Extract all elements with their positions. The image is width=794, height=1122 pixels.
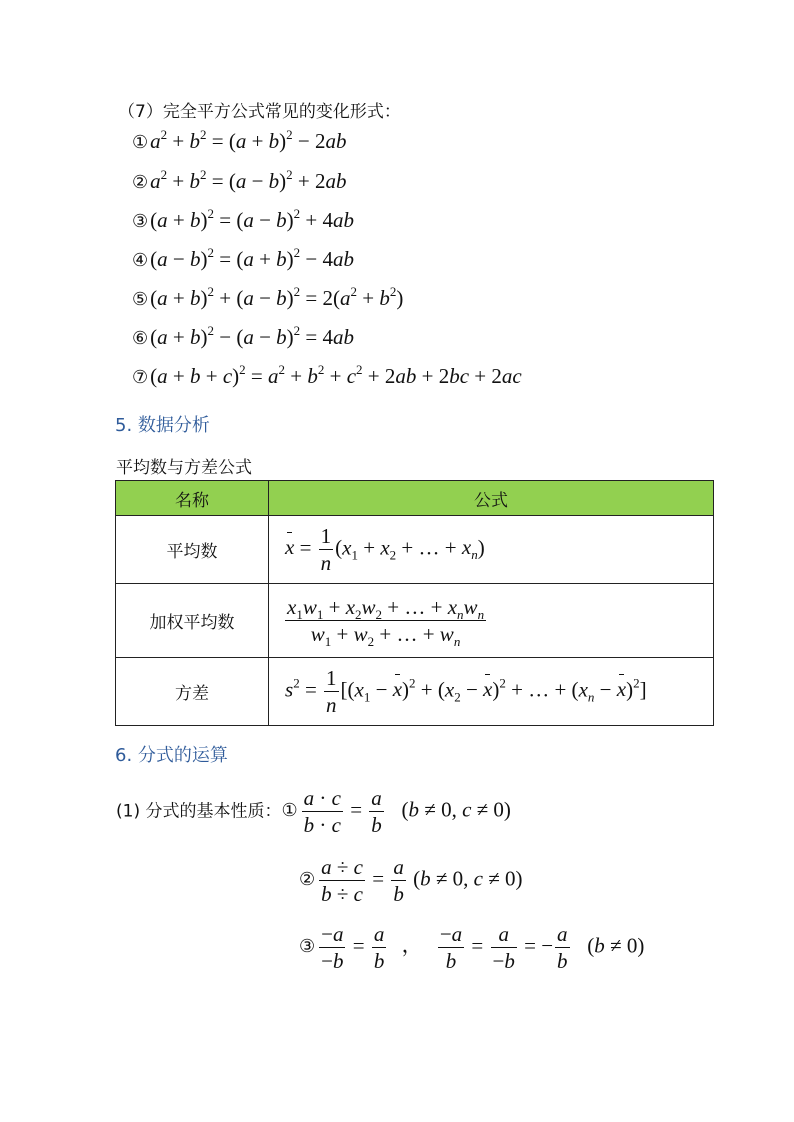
table-row [116, 658, 714, 726]
section-heading: 6. 分式的运算 [115, 745, 228, 766]
variance-formula: $s^2$ = $\frac{1}{n}$ [$(x_1 - x)^2 + (x_2 - x)^2$ + … + $(x_n - x)^2$] [269, 658, 714, 726]
table-row [116, 584, 714, 658]
row-name: 方差 [116, 658, 269, 726]
formula-marker: ⑥ [132, 328, 149, 349]
table-header-row [116, 481, 714, 516]
formula-marker: ① [132, 132, 149, 153]
property-marker: ② [299, 869, 316, 891]
formula-marker: ⑤ [132, 289, 149, 310]
property-marker: ① [281, 800, 298, 822]
property-line: ② $\frac{a \div c}{b \div c}$ = $\frac{a}{b}$ (b ≠ 0, c ≠ 0) [299, 855, 523, 907]
property-marker: ③ [299, 936, 316, 958]
property-line: ③ $\frac{-a}{-b}$ = $\frac{a}{b}$ ， $\frac{-a}{b}$ = $\frac{a}{-b}$ = − $\frac{a}{b}$ (b ≠ 0) [299, 922, 645, 974]
section-heading: 5. 数据分析 [115, 415, 210, 436]
formula-line: $②a^2 + b^2 = (a - b)^2 + 2ab$ [132, 167, 347, 193]
row-name: 平均数 [116, 516, 269, 584]
table-caption: 平均数与方差公式 [116, 458, 252, 478]
formula-marker: ③ [132, 211, 149, 232]
row-name: 加权平均数 [116, 584, 269, 658]
property-label: (1) 分式的基本性质： [116, 801, 282, 822]
formula-line: $①a^2 + b^2 = (a + b)^2 - 2ab$ [132, 127, 347, 153]
weighted-mean-formula: $\frac{x_1w_1 + x_2w_2 + \dots + x_nw_n}{w_1 + w_2 + \dots + w_n}$ [269, 584, 714, 658]
formula-line: ③(a + $b)^2 = (a - b)^2 + 4ab$ [132, 206, 355, 232]
mean-formula: x = $\frac{1}{n}$ ($x_1 + x_2$ + … + $x_n$) [269, 516, 714, 584]
formula-line: ⑥(a + $b)^2 - (a - b)^2 = 4ab$ [132, 323, 355, 349]
formula-marker: ④ [132, 250, 149, 271]
formula-line: ④(a − $b)^2 = (a + b)^2 - 4ab$ [132, 245, 355, 271]
intro-text: （7）完全平方公式常见的变化形式： [118, 102, 401, 122]
formula-marker: ⑦ [132, 367, 149, 388]
formula-line: ⑤(a + $b)^2 + (a - b)^2 = 2(a^2 + b^2)$ [132, 284, 404, 310]
header-name: 名称 [116, 481, 269, 516]
property-line: (1) 分式的基本性质：① $\frac{a \cdot c}{b \cdot c}$ = $\frac{a}{b}$ (b ≠ 0, c ≠ 0) [116, 786, 511, 838]
table-row [116, 516, 714, 584]
formula-line: ⑦(a + $b + c)^2 = a^2 + b^2 + c^2 + 2ab + 2bc + 2ac$ [132, 362, 522, 388]
formula-marker: ② [132, 172, 149, 193]
separator: ， [401, 933, 423, 958]
header-formula: 公式 [269, 481, 714, 516]
formula-table [115, 480, 714, 726]
